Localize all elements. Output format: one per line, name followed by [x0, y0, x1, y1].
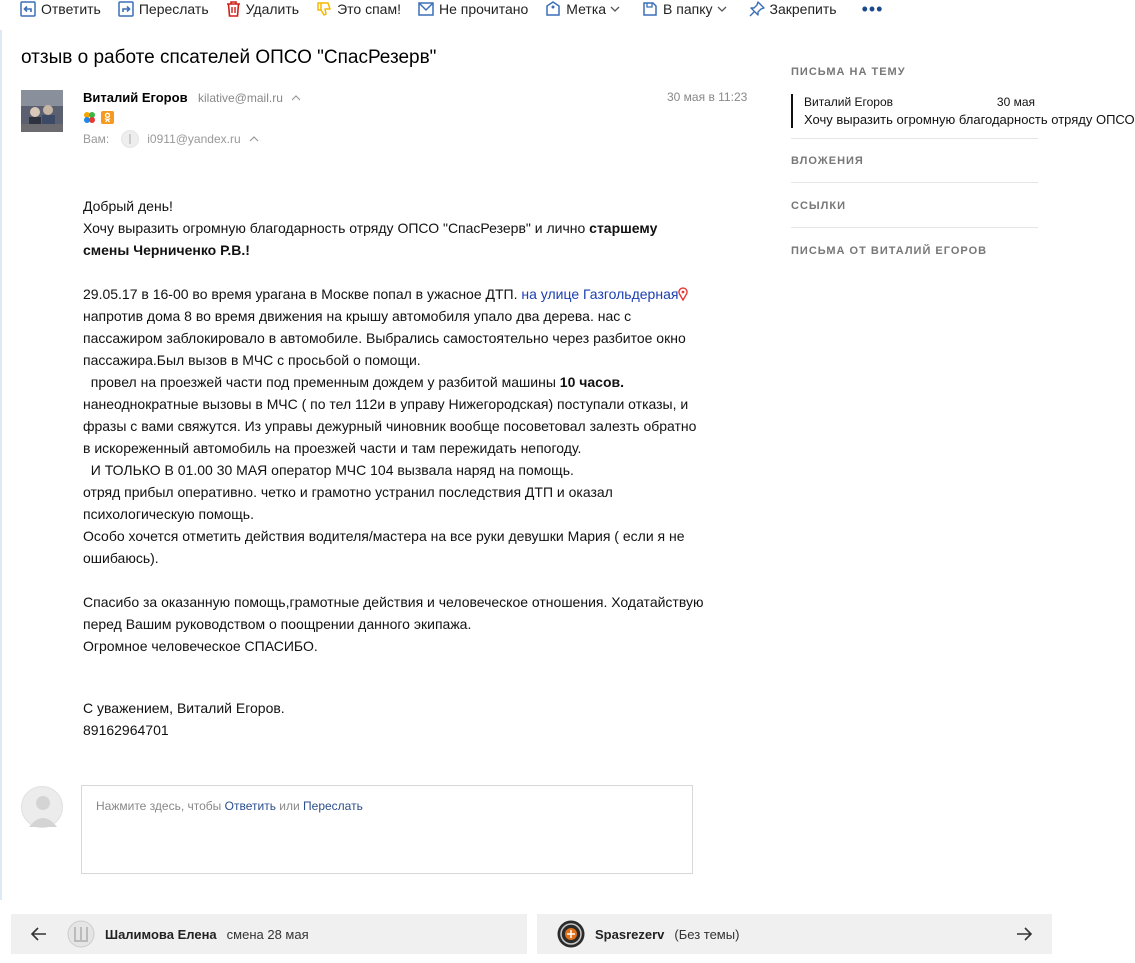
body-text: провел на проезжей части под пременным дождем у разбитой машины: [83, 374, 560, 390]
sender-email-row[interactable]: [198, 91, 301, 105]
body-line: перед Вашим руководством о поощрении данного экипажа.: [83, 616, 472, 632]
current-user-avatar: [21, 786, 63, 828]
sender-social-badges: [83, 111, 119, 124]
reply-label: Ответить: [41, 1, 101, 17]
body-line: нанеоднократные вызовы в МЧС ( по тел 112и в управу Нижегородская) поступали отказы, и: [83, 396, 689, 412]
chevron-up-icon[interactable]: [249, 136, 259, 142]
sender-name[interactable]: Виталий Егоров: [83, 90, 188, 105]
map-pin-icon[interactable]: [678, 287, 688, 301]
chevron-down-icon: [610, 6, 620, 12]
reply-prompt-text: Нажмите здесь, чтобы: [96, 799, 225, 813]
trash-icon: [226, 1, 241, 17]
quick-reply-box[interactable]: [81, 785, 693, 874]
user-silhouette-icon: [22, 787, 64, 829]
message-toolbar: [0, 0, 1054, 18]
pin-button[interactable]: [749, 0, 837, 18]
body-line: И ТОЛЬКО В 01.00 30 МАЯ оператор МЧС 104 вызвала наряд на помощь.: [83, 462, 574, 478]
thread-heading: ПИСЬМА НА ТЕМУ: [791, 66, 906, 78]
body-line: [83, 283, 763, 305]
body-line: фразы с вами свяжутся. Из управы дежурный чиновник вообще посоветовал залезть обратно: [83, 418, 697, 434]
thread-item-date: 30 мая: [996, 95, 1035, 109]
spam-button[interactable]: [316, 0, 401, 18]
body-line: отряд прибыл оперативно. четко и грамотно устранил последствия ДТП и оказал: [83, 484, 613, 500]
sender-avatar[interactable]: [21, 90, 63, 132]
body-line: Спасибо за оказанную помощь,грамотные действия и человеческое отношения. Ходатайствую: [83, 594, 704, 610]
thread-list-item[interactable]: [791, 94, 1135, 128]
body-line: пассажира.Был вызов в МЧС с просьбой о помощи.: [83, 352, 421, 368]
body-line: ошибаюсь).: [83, 550, 159, 566]
left-edge-strip: [0, 30, 2, 900]
recipient-row: [83, 130, 259, 148]
body-line: психологическую помощь.: [83, 506, 254, 522]
to-label: Вам:: [83, 132, 110, 146]
next-sender-avatar: [557, 920, 585, 948]
sidebar-divider: [791, 227, 1038, 228]
body-line: [83, 371, 763, 393]
body-text: Хочу выразить огромную благодарность отряду ОПСО "СпасРезерв" и лично: [83, 220, 590, 236]
sender-email: kilative@mail.ru: [198, 91, 283, 105]
body-line: в искореженный автомобиль на проезжей части и там пережидать непогоду.: [83, 440, 582, 456]
body-bold-text: смены Черниченко Р.В.!: [83, 242, 250, 258]
next-sender-name: Spasrezerv: [595, 926, 665, 942]
body-line: [83, 217, 763, 239]
body-spacer: [83, 261, 763, 283]
thread-item-from: Виталий Егоров: [804, 95, 893, 109]
odnoklassniki-icon[interactable]: [101, 111, 114, 124]
chevron-up-icon: [291, 95, 301, 101]
mark-unread-label: Не прочитано: [438, 1, 529, 17]
recipient-email[interactable]: i0911@yandex.ru: [147, 132, 241, 146]
pin-label: Закрепить: [769, 1, 837, 17]
body-line: [83, 239, 763, 261]
arrow-right-icon: [996, 914, 1052, 954]
forward-button[interactable]: [118, 0, 209, 18]
prev-sender-name: Шалимова Елена: [105, 926, 217, 942]
tag-icon: [545, 1, 561, 17]
message-date: 30 мая в 11:23: [667, 90, 748, 104]
thumb-down-icon: [316, 1, 332, 17]
envelope-icon: [418, 2, 434, 16]
recipient-avatar: [121, 130, 139, 148]
body-line: С уважением, Виталий Егоров.: [83, 700, 285, 716]
mymail-flower-icon[interactable]: [83, 111, 96, 124]
label-dropdown[interactable]: [545, 0, 625, 18]
sender-photo-icon: [21, 90, 63, 132]
body-spacer: [83, 657, 763, 697]
attachments-heading[interactable]: ВЛОЖЕНИЯ: [791, 155, 864, 167]
body-line: Добрый день!: [83, 198, 173, 214]
forward-icon: [118, 1, 134, 17]
folder-icon: [642, 1, 658, 17]
map-link[interactable]: на улице Газгольдерная: [521, 286, 679, 302]
sidebar-divider: [791, 182, 1038, 183]
spam-label: Это спам!: [337, 1, 401, 17]
delete-button[interactable]: [226, 0, 299, 18]
body-line: 89162964701: [83, 722, 169, 738]
next-subject: (Без темы): [674, 926, 740, 942]
mark-unread-button[interactable]: [418, 0, 528, 18]
forward-label: Переслать: [138, 1, 209, 17]
body-text: 29.05.17 в 16-00 во время урагана в Москве попал в ужасное ДТП.: [83, 286, 522, 302]
more-actions-button[interactable]: •••: [861, 0, 884, 19]
body-line: пассажиром заблокировало в автомобиле. Выбрались самостоятельно через разбитое окно: [83, 330, 686, 346]
next-message-button[interactable]: [537, 914, 1052, 954]
body-line: напротив дома 8 во время движения на крышу автомобиля упало два дерева. нас с: [83, 308, 632, 324]
arrow-left-icon: [11, 914, 67, 954]
delete-label: Удалить: [245, 1, 300, 17]
reply-icon: [20, 1, 36, 17]
label-label: Метка: [566, 1, 607, 17]
body-bold-text: 10 часов.: [559, 374, 624, 390]
letters-from-sender-heading[interactable]: ПИСЬМА ОТ ВИТАЛИЙ ЕГОРОВ: [791, 245, 988, 257]
links-heading[interactable]: ССЫЛКИ: [791, 200, 846, 212]
quick-forward-link[interactable]: Переслать: [303, 799, 363, 813]
reply-button[interactable]: [20, 0, 101, 18]
thread-item-snippet: Хочу выразить огромную благодарность отряду ОПСО: [804, 112, 1135, 127]
sidebar-divider: [791, 138, 1038, 139]
body-line: Огромное человеческое СПАСИБО.: [83, 638, 318, 654]
quick-reply-link[interactable]: Ответить: [224, 799, 276, 813]
chevron-down-icon: [717, 6, 727, 12]
move-to-folder-dropdown[interactable]: [642, 0, 731, 18]
pin-icon: [749, 1, 765, 17]
prev-subject: смена 28 мая: [226, 926, 309, 942]
message-body: [83, 195, 763, 741]
folder-label: В папку: [663, 1, 713, 17]
reply-or-text: или: [275, 799, 304, 813]
message-subject: отзыв о работе спсателей ОПСО "СпасРезерв": [21, 47, 437, 68]
body-bold-text: старшему: [589, 220, 658, 236]
body-spacer: [83, 569, 763, 591]
previous-message-button[interactable]: [11, 914, 527, 954]
prev-sender-avatar: [67, 920, 95, 948]
body-line: Особо хочется отметить действия водителя/мастера на все руки девушки Мария ( если я не: [83, 528, 685, 544]
